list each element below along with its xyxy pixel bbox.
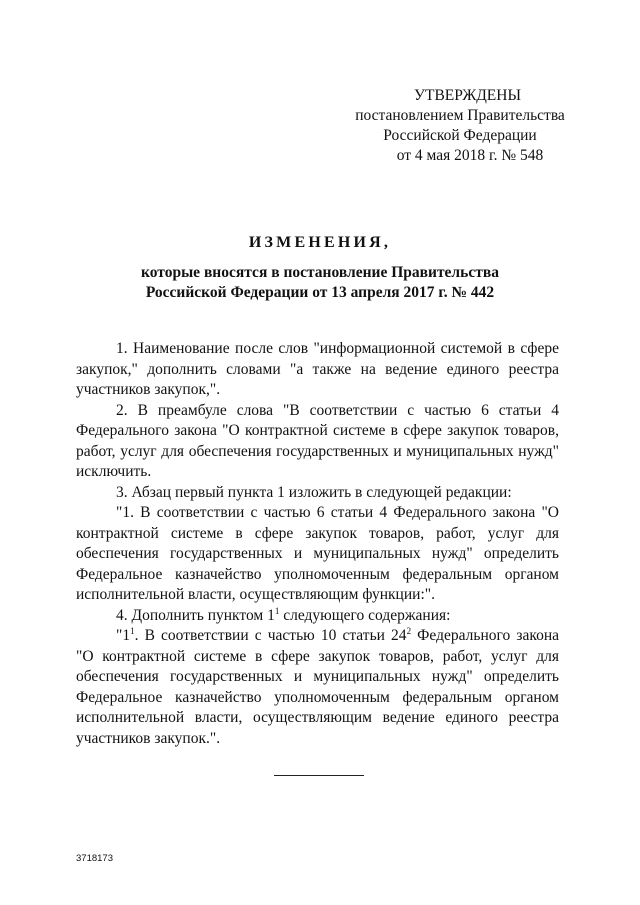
approval-authority: постановлением Правительства	[355, 107, 565, 124]
paragraph-4-superscript: 1	[274, 605, 280, 616]
document-body	[76, 339, 559, 749]
paragraph-3-quote: "1. В соответствии с частью 6 статьи 4 Федерального закона "О контрактной системе в сфере закупок товаров, работ, услуг для обеспечения государственных и муниципальных нужд" определить Федеральное казначейство уполномоченным федеральным органом исполнительной власти, осуществляющим функции:".	[76, 504, 559, 603]
paragraph-4-quote-end: Федерального закона "О контрактной системе в сфере закупок товаров, работ, услуг для обеспечения государственных и муниципальных нужд" определить Федеральное казначейство уполномоченным федеральным органом исполнительной власти, осуществляющим ведение единого реестра участников закупок.".	[76, 627, 560, 747]
paragraph-4-quote-start: "1	[116, 627, 131, 644]
approval-block	[330, 86, 590, 166]
approval-date-number: от 4 мая 2018 г. № 548	[396, 147, 544, 164]
subtitle-line-1: которые вносятся в постановление Правительства	[141, 264, 499, 281]
document-subtitle	[0, 263, 640, 303]
paragraph-4-quote	[76, 626, 559, 749]
paragraph-4-text-after: следующего содержания:	[279, 606, 451, 624]
subtitle-line-2: Российской Федерации от 13 апреля 2017 г. № 442	[145, 284, 495, 301]
paragraph-4-text-before: 4. Дополнить пунктом 1	[116, 606, 275, 624]
document-title: ИЗМЕНЕНИЯ,	[248, 234, 392, 251]
paragraph-3: 3. Абзац первый пункта 1 изложить в следующей редакции:	[116, 483, 512, 501]
paragraph-4	[76, 606, 559, 627]
paragraph-4-quote-superscript: 1	[130, 626, 135, 636]
paragraph-2: 2. В преамбуле слова "В соответствии с частью 6 статьи 4 Федерального закона "О контрактной системе в сфере закупок товаров, работ, услуг для обеспечения государственных и муниципальных нужд" исключить.	[76, 401, 559, 480]
document-number: 3718173	[76, 853, 113, 864]
paragraph-4-quote-superscript-2: 2	[406, 626, 412, 636]
paragraph-1: 1. Наименование после слов "информационной системой в сфере закупок," дополнить словами "а также на ведение единого реестра участников закупок,".	[76, 340, 559, 398]
approval-heading: УТВЕРЖДЕНЫ	[414, 87, 521, 104]
paragraph-4-quote-middle: . В соответствии с частью 10 статьи 24	[134, 627, 407, 644]
approval-country: Российской Федерации	[383, 127, 537, 144]
end-divider	[274, 775, 364, 776]
